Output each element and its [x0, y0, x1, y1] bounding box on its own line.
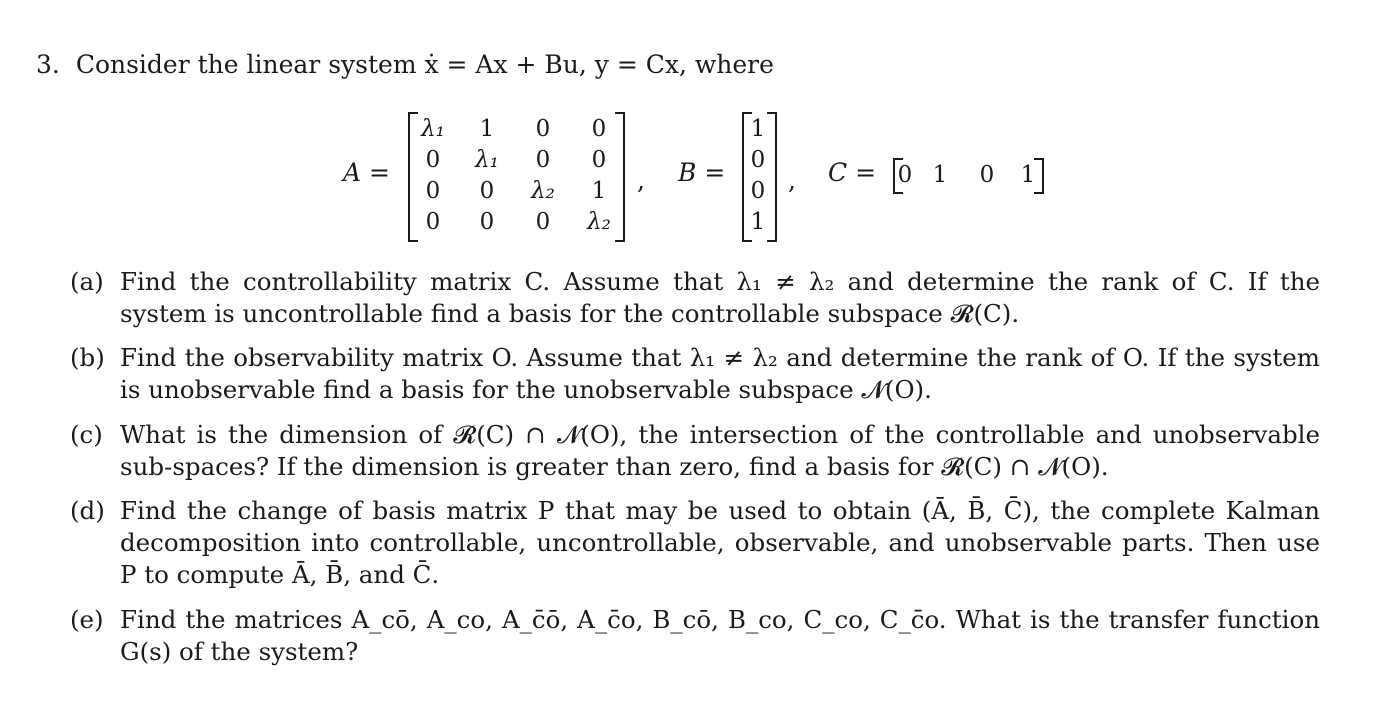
part-tag: (c) — [70, 420, 103, 449]
part-tag: (a) — [70, 267, 104, 296]
matrix-a-cell: 0 — [425, 209, 441, 235]
matrix-b-label: B = — [678, 158, 726, 187]
matrix-b-cell: 1 — [750, 116, 766, 142]
part-tag: (b) — [70, 343, 105, 372]
matrix-c-label: C = — [828, 158, 877, 187]
matrix-a-cell: 0 — [535, 147, 551, 173]
part-text: Find the observability matrix O. Assume that λ₁ ≠ λ₂ and determine the rank of O. If the system is unobservable find a basis for the unobservable subspace 𝓝(O). — [120, 343, 1320, 404]
comma: , — [637, 166, 645, 195]
part-a — [70, 266, 1320, 330]
part-d — [70, 495, 1320, 591]
matrix-b-cell: 1 — [750, 209, 766, 235]
part-b — [70, 342, 1320, 406]
matrix-a-label: A = — [343, 158, 390, 187]
matrix-a-cell: 0 — [535, 116, 551, 142]
matrix-a-cell: 0 — [425, 178, 441, 204]
matrix-c-cell: 0 — [979, 162, 995, 188]
part-tag: (d) — [70, 496, 105, 525]
part-c — [70, 419, 1320, 483]
matrix-a-cell: 1 — [591, 178, 607, 204]
part-text: Find the change of basis matrix P that may be used to obtain (Ā, B̄, C̄), the complete Kalman decomposition into controllable, uncontrollable, observable, and unobservable parts. Then use P to compute Ā, B̄, and C̄. — [120, 496, 1320, 589]
matrix-a-cell: 0 — [591, 116, 607, 142]
matrix-c-cell: 1 — [1020, 162, 1036, 188]
matrix-a-cell: 0 — [425, 147, 441, 173]
part-e — [70, 604, 1320, 668]
matrix-a-cell: 0 — [535, 209, 551, 235]
part-text: Find the matrices A_cō, A_co, A_c̄ō, A_c̄o, B_cō, B_co, C_co, C_c̄o. What is the transfer function G(s) of the system? — [120, 605, 1320, 666]
part-text: Find the controllability matrix C. Assume that λ₁ ≠ λ₂ and determine the rank of C. If the system is uncontrollable find a basis for the controllable subspace 𝓡(C). — [120, 267, 1320, 328]
matrix-a-cell: 0 — [479, 209, 495, 235]
matrix-a-cell: λ₁ — [475, 147, 499, 173]
problem-intro: Consider the linear system ẋ = Ax + Bu, y = Cx, where — [75, 50, 774, 79]
matrix-a-cell: 1 — [479, 116, 495, 142]
part-tag: (e) — [70, 605, 104, 634]
matrix-c-cell: 0 — [897, 162, 913, 188]
matrix-a-cell: 0 — [591, 147, 607, 173]
matrix-a-cell: λ₁ — [421, 116, 445, 142]
matrix-c-cell: 1 — [932, 162, 948, 188]
matrix-a-cell: 0 — [479, 178, 495, 204]
matrix-b-cell: 0 — [750, 147, 766, 173]
part-text: What is the dimension of 𝓡(C) ∩ 𝓝(O), the intersection of the controllable and unobservable sub-spaces? If the dimension is greater than zero, find a basis for 𝓡(C) ∩ 𝓝(O). — [120, 420, 1320, 481]
comma: , — [788, 166, 796, 195]
matrix-a-cell: λ₂ — [587, 209, 611, 235]
problem-intro-line — [36, 48, 774, 82]
matrix-definitions — [0, 108, 1375, 243]
problem-number: 3. — [36, 50, 60, 79]
matrix-a-cell: λ₂ — [531, 178, 555, 204]
matrix-b-cell: 0 — [750, 178, 766, 204]
